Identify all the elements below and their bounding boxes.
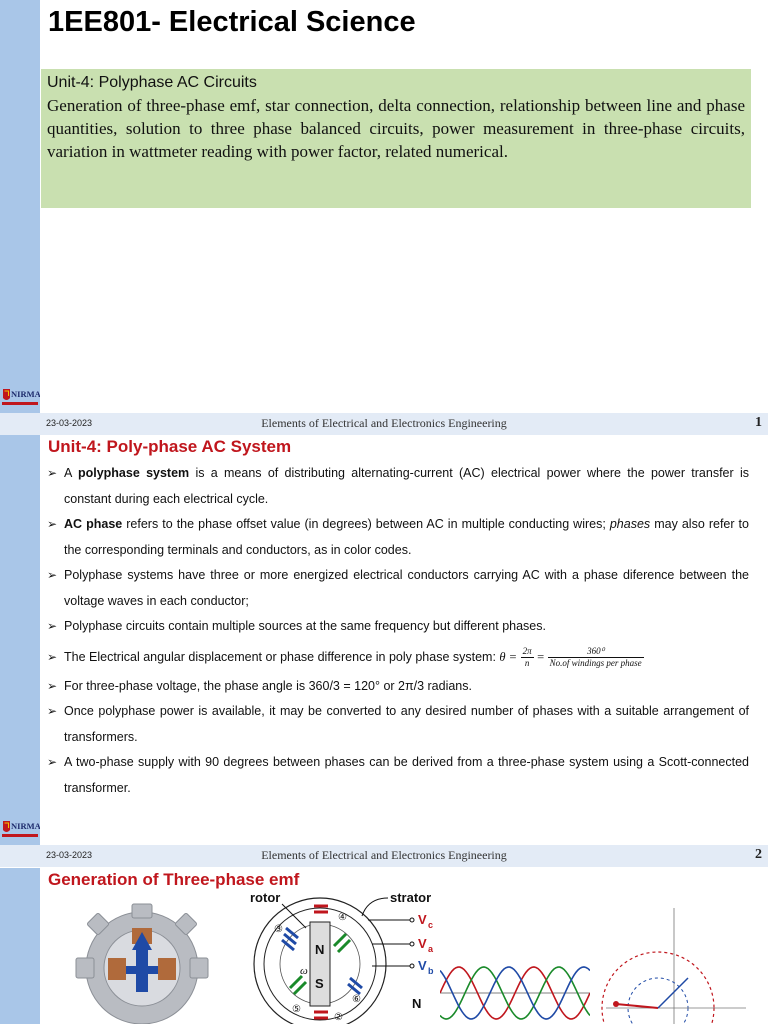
equation-fraction: $\frac{\text{360⁰}}{\text{No.of windings per phase}}$ <box>549 645 642 668</box>
unit-title: Unit-4: Polyphase AC Circuits <box>47 74 257 91</box>
arrow-bullet-icon: ➢ <box>47 649 58 664</box>
bullet-item: ➢ A polyphase system is a means of distributing alternating-current (AC) electrical power where the power transfer is constant during each electrical cycle. <box>47 461 749 512</box>
three-phase-waveform <box>440 963 590 1024</box>
svg-text:b: b <box>428 966 434 976</box>
svg-text:NIRMA: NIRMA <box>11 389 40 399</box>
slide-sidebar <box>0 0 40 414</box>
slide-1 <box>0 0 768 414</box>
arrow-bullet-icon: ➢ <box>47 755 58 769</box>
bullet-item: ➢ Once polyphase power is available, it may be converted to any desired number of phases with a suitable arrangement of transformers. <box>47 699 749 750</box>
footer-date: 23-03-2023 <box>46 418 93 428</box>
svg-text:S: S <box>315 976 324 991</box>
stator-rotor-diagram <box>238 888 438 1024</box>
svg-text:N: N <box>315 942 325 957</box>
nirma-logo <box>0 386 40 412</box>
bullet-item: ➢ For three-phase voltage, the phase angle is 360/3 = 120° or 2π/3 radians. <box>47 674 749 700</box>
slide-heading: Unit-4: Poly-phase AC System <box>48 437 292 456</box>
arrow-bullet-icon: ➢ <box>47 568 58 582</box>
footer-date: 23-03-2023 <box>46 850 93 860</box>
svg-text:④: ④ <box>338 912 347 923</box>
nirma-logo <box>0 818 40 844</box>
arrow-bullet-icon: ➢ <box>47 466 58 480</box>
slide-number: 2 <box>755 847 762 862</box>
bullet-item: ➢ The Electrical angular displacement or phase difference in poly phase system: θ = $\frac{2\pi}{n}$ = $\frac{\text{360⁰}}{\text{No.of windings per phase}}$ <box>47 640 749 674</box>
equation-theta: θ = <box>499 649 518 664</box>
svg-text:c: c <box>428 920 434 930</box>
arrow-bullet-icon: ➢ <box>47 678 58 693</box>
equation-fraction: $\frac{2\pi}{n}$ <box>522 645 532 668</box>
bullet-item: ➢ Polyphase circuits contain multiple sources at the same frequency but different phases. <box>47 614 749 640</box>
phasor-diagram <box>596 908 756 1024</box>
svg-text:N: N <box>412 996 422 1011</box>
slide-footer <box>0 413 768 435</box>
arrow-bullet-icon: ➢ <box>47 517 58 531</box>
svg-text:⑥: ⑥ <box>352 994 361 1005</box>
svg-text:⑤: ⑤ <box>292 1004 301 1015</box>
bullet-item: ➢ A two-phase supply with 90 degrees between phases can be derived from a three-phase system using a Scott-connected transformer. <box>47 750 749 801</box>
slide-title: 1EE801- Electrical Science <box>48 6 416 38</box>
svg-text:V: V <box>418 912 427 927</box>
svg-text:NIRMA: NIRMA <box>11 821 40 831</box>
slide-heading: Generation of Three-phase emf <box>48 870 300 889</box>
generator-gear-image <box>70 898 215 1024</box>
bullet-item: ➢ Polyphase systems have three or more energized electrical conductors carrying AC with a phase diference between the voltage waves in each conductor; <box>47 563 749 614</box>
footer-course-name: Elements of Electrical and Electronics Engineering <box>261 416 507 430</box>
svg-text:③: ③ <box>274 924 283 935</box>
svg-text:strator: strator <box>390 890 432 905</box>
svg-text:a: a <box>428 944 434 954</box>
slide-sidebar <box>0 435 40 845</box>
unit-summary-box <box>41 69 751 208</box>
arrow-bullet-icon: ➢ <box>47 704 58 718</box>
slide-footer <box>0 845 768 867</box>
svg-text:ω: ω <box>300 965 308 977</box>
slide-number: 1 <box>755 415 762 430</box>
arrow-bullet-icon: ➢ <box>47 619 58 633</box>
slide-sidebar <box>0 868 40 1024</box>
unit-description: Generation of three-phase emf, star connection, delta connection, relationship between line and phase quantities, solution to three phase balanced circuits, power measurement in three-phase circuits, variation in wattmeter reading with power factor, related numerical. <box>47 96 745 161</box>
svg-text:V: V <box>418 936 427 951</box>
bullet-item: ➢ AC phase refers to the phase offset value (in degrees) between AC in multiple conducting wires; phases may also refer to the corresponding terminals and conductors, as in color codes. <box>47 512 749 563</box>
svg-text:V: V <box>418 958 427 973</box>
svg-text:rotor: rotor <box>250 890 281 905</box>
svg-text:②: ② <box>334 1012 343 1023</box>
bullet-list <box>47 461 749 801</box>
footer-course-name: Elements of Electrical and Electronics Engineering <box>261 848 507 862</box>
slide-3 <box>0 868 768 1024</box>
slide-2 <box>0 435 768 845</box>
